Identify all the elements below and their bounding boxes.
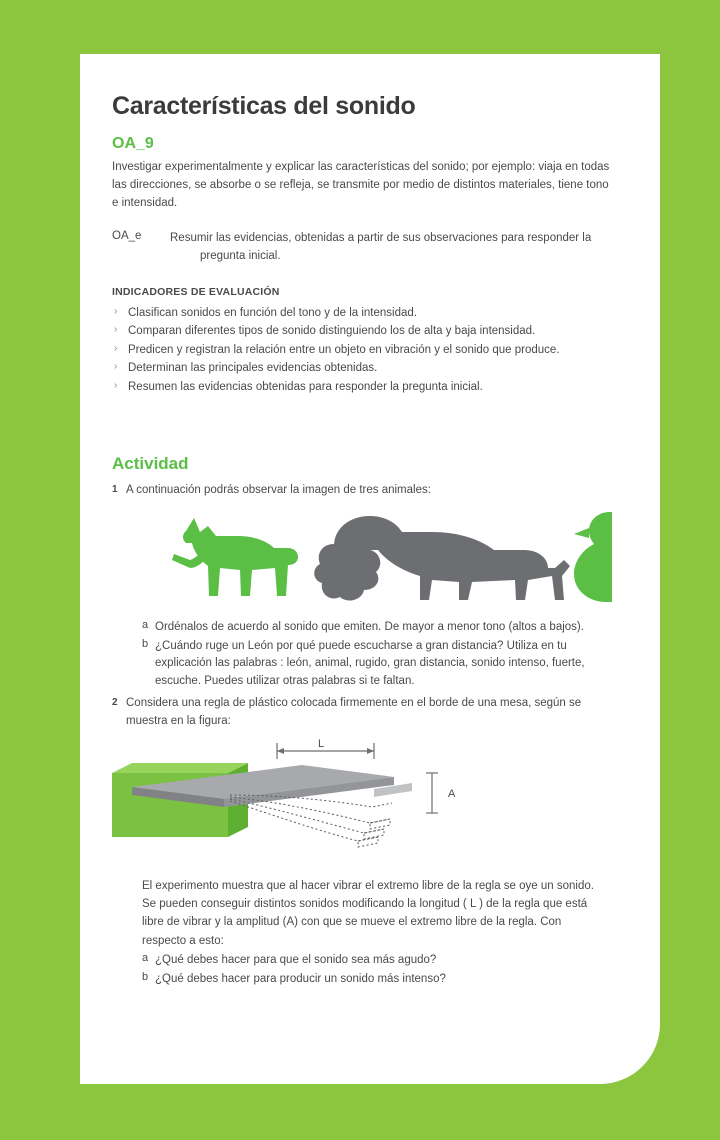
list-item [112, 359, 620, 377]
length-dimension [277, 743, 374, 759]
activity-title: Actividad [112, 454, 189, 474]
indicators-list [112, 304, 620, 396]
ruler-figure [112, 737, 620, 867]
list-item [112, 304, 620, 322]
item1-sub-a [112, 619, 620, 637]
list-item [112, 322, 620, 340]
sub-letter: b [142, 971, 149, 984]
activity-item-1 [112, 482, 620, 500]
item2-sub-b [112, 971, 620, 989]
sub-text: Ordénalos de acuerdo al sonido que emiten. De mayor a menor tono (altos a bajos). [155, 620, 584, 633]
indicators-title: INDICADORES DE EVALUACIÓN [112, 286, 280, 299]
chevron-right-icon: › [114, 361, 118, 373]
lion-silhouette [314, 516, 570, 601]
chick-silhouette [574, 512, 612, 602]
item2-sub-a [112, 952, 620, 970]
page-title: Características del sonido [112, 92, 416, 120]
list-item [112, 378, 620, 396]
indicator-text: Predicen y registran la relación entre un objeto en vibración y el sonido que produce. [128, 343, 560, 356]
sub-text: ¿Cuándo ruge un León por qué puede escucharse a gran distancia? Utiliza en tu explicación las palabras : león, animal, rugido, gran distancia, sonido intenso, fuerte, escuche. Puedes utilizar otras palabras si te faltan. [155, 639, 585, 688]
list-item [112, 341, 620, 359]
oae-text-line2: pregunta inicial. [200, 250, 281, 263]
oae-code: OA_e [112, 230, 142, 243]
indicator-text: Determinan las principales evidencias obtenidas. [128, 362, 378, 375]
item-text: A continuación podrás observar la imagen de tres animales: [126, 484, 431, 497]
objective-code: OA_9 [112, 135, 154, 152]
sub-letter: b [142, 637, 149, 650]
animals-svg [112, 510, 612, 605]
dog-silhouette [172, 518, 298, 596]
ruler-figure-svg [112, 737, 532, 867]
animals-illustration [112, 510, 620, 605]
indicator-text: Resumen las evidencias obtenidas para responder la pregunta inicial. [128, 380, 483, 393]
document-page [80, 54, 660, 1084]
chevron-right-icon: › [114, 306, 118, 318]
item-text: Considera una regla de plástico colocada firmemente en el borde de una mesa, según se muestra en la figura: [126, 697, 582, 727]
item-number: 1 [112, 484, 118, 496]
indicator-text: Comparan diferentes tipos de sonido distinguiendo los de alta y baja intensidad. [128, 325, 536, 338]
activity-item-2 [112, 695, 620, 731]
label-A: A [448, 787, 456, 800]
amplitude-dimension [426, 773, 438, 813]
oae-row [112, 230, 620, 266]
sub-text: ¿Qué debes hacer para que el sonido sea más agudo? [155, 954, 437, 967]
objective-description: Investigar experimentalmente y explicar las características del sonido; por ejemplo: viaja en todas las direcciones, se absorbe o se refleja, se transmite por medio de distintos materiales, tiene tono e intensidad. [112, 161, 610, 209]
sub-letter: a [142, 618, 149, 631]
sub-letter: a [142, 952, 149, 965]
sub-text: ¿Qué debes hacer para producir un sonido más intenso? [155, 973, 446, 986]
label-L: L [317, 737, 325, 750]
oae-text-line1: Resumir las evidencias, obtenidas a partir de sus observaciones para responder la [170, 232, 592, 245]
chevron-right-icon: › [114, 324, 118, 336]
indicator-text: Clasifican sonidos en función del tono y de la intensidad. [128, 307, 417, 320]
item2-paragraph: El experimento muestra que al hacer vibrar el extremo libre de la regla se oye un sonido. Se pueden conseguir distintos sonidos modificando la longitud ( L ) de la regla que está libre de vibrar y la amplitud (A) con que se mueve el extremo libre de la regla. Con respecto a esto: [142, 879, 594, 947]
oae-text [170, 230, 610, 266]
item1-sub-b [112, 638, 620, 691]
chevron-right-icon: › [114, 342, 118, 354]
item-number: 2 [112, 697, 118, 709]
chevron-right-icon: › [114, 379, 118, 391]
